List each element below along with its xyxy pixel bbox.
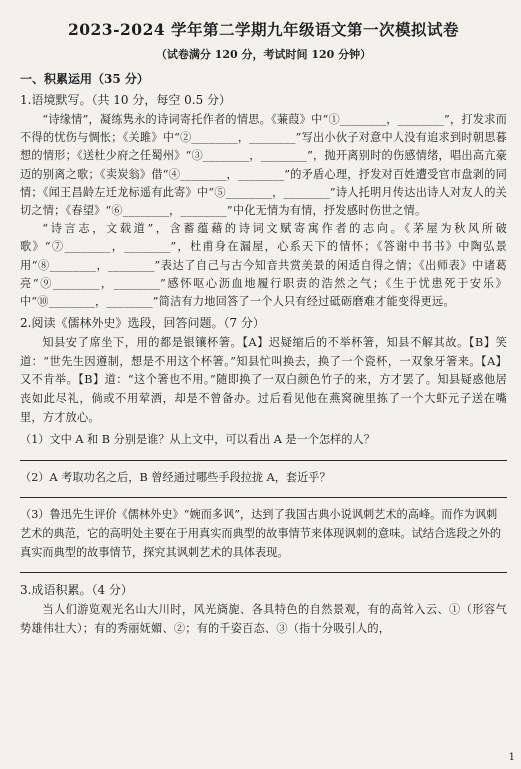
question-2-label: 2.阅读《儒林外史》选段，回答问题。（7 分） — [20, 316, 265, 331]
page-number: 1 — [508, 752, 515, 763]
answer-line — [20, 572, 507, 573]
question-2-sub-2: （2）A 考取功名之后，B 曾经通过哪些手段拉拢 A，套近乎？ — [20, 470, 331, 484]
question-1-label: 1.语境默写。（共 10 分，每空 0.5 分） — [20, 93, 232, 107]
question-1-paragraph-1: “诗缘情”，凝练隽永的诗词寄托作者的情思。《蒹葭》中“①________，________”，打发求而不得的忧伤与惆怅；《关雎》中“②________，________”写出小伙子对意中人没有追求到时朝思暮想的情形；《送杜少府之任蜀州》“③________，________”，抛开离别时的伤感情绪，唱出高亢豪迈的别离之歌；《卖炭翁》借“④________，________”的矛盾心理，抒发对百姓遭受官市盘剥的同情；《闻王昌龄左迁龙标遥有此寄》中“⑤________，________”诗人托明月传达出诗人对友人的关切之情；《春望》“⑥________，________”中化无情为有情，抒发感时伤世之情。 — [20, 113, 507, 218]
answer-line — [20, 497, 507, 498]
question-1-body — [20, 111, 507, 311]
question-3-label: 3.成语积累。（4 分） — [20, 583, 133, 598]
section-heading: 一、积累运用（35 分） — [20, 72, 149, 86]
answer-line — [20, 460, 507, 461]
question-2-excerpt — [20, 334, 507, 427]
excerpt-text: 知县安了席坐下，用的都是银镶杯箸。【A】迟疑缩后的不举杯箸，知县不解其故。【B】笑道：“世先生因遵制，想是不用这个杯箸。”知县忙叫换去，换了一个瓷杯，一双象牙箸来。【A】又不肯举。【B】道：“这个箸也不用。”随即换了一双白颜色竹子的来，方才罢了。知县疑惑他居丧如此尽礼，倘或不用荤酒，却是不曾备办。过后看见他在燕窝碗里拣了一个大虾元子送在嘴里，方才放心。 — [20, 336, 507, 424]
question-2-sub-3: （3）鲁迅先生评价《儒林外史》“婉而多讽”，达到了我国古典小说讽刺艺术的高峰。而作为讽刺艺术的典范，它的高明处主要在于用真实而典型的故事情节来体现讽刺的意味。试结合选段之外的真实而典型的故事情节，探究其讽刺艺术的具体表现。 — [20, 508, 502, 559]
question-3-text: 当人们游览观光名山大川时，风光旖旎、各具特色的自然景观，有的高耸入云、①（形容气势雄伟壮大）；有的秀丽妩媚、②；有的千姿百态、③（指十分吸引人的， — [20, 603, 507, 635]
question-1-paragraph-2: “诗言志，文载道”，含蓄蕴藉的诗词文赋寄寓作者的志向。《茅屋为秋风所破歌》“⑦________，________”，杜甫身在漏屋，心系天下的情怀；《答谢中书书》中陶弘景用“⑧________，________”表达了自己与古今知音共赏美景的闲适自得之情；《出师表》中诸葛亮“⑨________，________”感怀呕心沥血地履行职责的浩然之气；《生于忧患死于安乐》中“⑩________，________”简洁有力地回答了一个人只有经过砥砺磨难才能变得更远。 — [20, 222, 507, 309]
exam-title: 2023-2024 学年第二学期九年级语文第一次模拟试卷 — [67, 20, 460, 39]
exam-subtitle: （试卷满分 120 分，考试时间 120 分钟） — [155, 48, 372, 61]
question-3-body — [20, 601, 507, 638]
question-2-sub-1: （1）文中 A 和 B 分别是谁？从上文中，可以看出 A 是一个怎样的人？ — [20, 433, 375, 447]
